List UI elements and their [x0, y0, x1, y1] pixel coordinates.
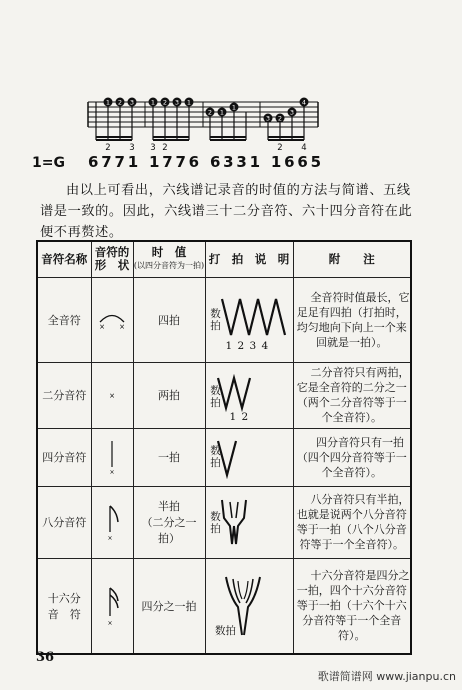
beat-count-numbers: 1 2 [229, 410, 250, 423]
beat-diagram [205, 428, 293, 486]
table-row [37, 428, 411, 486]
table-row [37, 362, 411, 428]
paragraph-line: 由以上可看出，六线谱记录音的时值的方法与简谱、五线 [66, 183, 411, 198]
fingering-number: 2 [162, 143, 168, 153]
key-signature: 1=G [32, 155, 65, 171]
header-duration-main: 时 值 [151, 245, 187, 260]
header-shape-top: 音符的 [94, 245, 130, 260]
table-row [37, 558, 411, 654]
fingering-number: 3 [150, 143, 156, 153]
table-row [37, 486, 411, 558]
note-name: 全音符 [37, 277, 91, 362]
fret-number: 2 [162, 98, 168, 107]
note-duration-sub: （二分之一拍） [141, 516, 197, 545]
explanation-paragraph [40, 180, 420, 243]
note-duration: 一拍 [133, 428, 205, 486]
note-name: 二分音符 [37, 362, 91, 428]
fret-number: 3 [174, 98, 180, 107]
beat-count-label: 数拍 [210, 444, 221, 469]
fingering-number: 3 [129, 143, 135, 153]
beat-count-label: 数拍 [215, 624, 236, 637]
note-duration-table [36, 240, 412, 655]
beat-count-label: 数拍 [210, 307, 221, 332]
fret-number: 2 [277, 114, 283, 123]
note-name [37, 558, 91, 654]
note-name: 八分音符 [37, 486, 91, 558]
whole-note-symbol [91, 277, 133, 362]
paragraph-line: 谱是一致的。因此，六线谱三十二分音符、六十四分音符在此 [40, 204, 413, 219]
beat-diagram [205, 362, 293, 428]
fret-number: 1 [219, 108, 225, 117]
note-duration-main: 半拍 [158, 500, 180, 513]
header-duration [133, 241, 205, 277]
jianpu-notation: 6771 1776 6331 1665 [88, 153, 324, 171]
svg-text:×: × [109, 392, 115, 400]
eighth-note-symbol [91, 486, 133, 558]
note-name-line2: 音 符 [47, 607, 81, 621]
header-shape-bottom: 形 状 [94, 258, 130, 273]
site-watermark: 歌谱简谱网 www.jianpu.cn [317, 670, 456, 683]
header-duration-sub: (以四分音符为一拍) [133, 261, 205, 271]
fingering-number: 2 [105, 143, 111, 153]
note-remark: 二分音符只有两拍，它是全音符的二分之一（两个二分音符等于一个全音符）。 [293, 362, 411, 428]
tablature-staff [0, 0, 462, 160]
beat-diagram [205, 486, 293, 558]
beat-diagram [205, 558, 293, 654]
note-name-line1: 十六分 [47, 591, 81, 605]
fret-number: 2 [207, 108, 213, 117]
svg-text:×: × [99, 322, 105, 331]
beat-count-numbers: 1 2 3 4 [225, 339, 270, 352]
note-remark: 四分音符只有一拍（四个四分音符等于一个全音符）。 [293, 428, 411, 486]
note-duration: 四拍 [133, 277, 205, 362]
header-note: 附 注 [293, 241, 411, 277]
svg-text:×: × [107, 535, 113, 542]
beat-count-label: 数拍 [210, 384, 221, 409]
header-shape [91, 241, 133, 277]
note-name: 四分音符 [37, 428, 91, 486]
svg-text:×: × [109, 469, 115, 476]
fingering-number: 4 [301, 143, 307, 153]
beat-count-label: 数拍 [210, 510, 221, 535]
fret-number: 1 [105, 98, 111, 107]
fingering-number: 2 [277, 143, 283, 153]
note-duration: 四分之一拍 [133, 558, 205, 654]
fret-number: 3 [129, 98, 135, 107]
fret-number: 3 [289, 108, 295, 117]
paragraph-line: 便不再赘述。 [40, 225, 123, 240]
note-remark: 十六分音符是四分之一拍，四个十六分音符等于一拍（十六个十六分音符等于一个全音符）。 [293, 558, 411, 654]
header-beat: 打 拍 说 明 [205, 241, 293, 277]
note-remark: 八分音符只有半拍，也就是说两个八分音符等于一拍（八个八分音符等于一个全音符）。 [293, 486, 411, 558]
page-number: 36 [36, 650, 55, 665]
quarter-note-symbol [91, 428, 133, 486]
table-header-row [37, 241, 411, 277]
sixteenth-note-symbol [91, 558, 133, 654]
fret-number: 1 [186, 98, 192, 107]
fret-number: 4 [301, 98, 307, 107]
note-duration [133, 486, 205, 558]
fret-number: 1 [231, 103, 237, 112]
svg-text:×: × [119, 322, 125, 331]
table-row [37, 277, 411, 362]
fret-number: 3 [265, 114, 271, 123]
header-note-name: 音符名称 [37, 241, 91, 277]
fret-number: 1 [150, 98, 156, 107]
half-note-symbol [91, 362, 133, 428]
beat-diagram [205, 277, 293, 362]
svg-text:×: × [107, 619, 113, 627]
note-duration: 两拍 [133, 362, 205, 428]
fret-number: 2 [117, 98, 123, 107]
note-remark: 全音符时值最长，它足足有四拍（打拍时，均匀地向下向上一个来回就是一拍）。 [293, 277, 411, 362]
